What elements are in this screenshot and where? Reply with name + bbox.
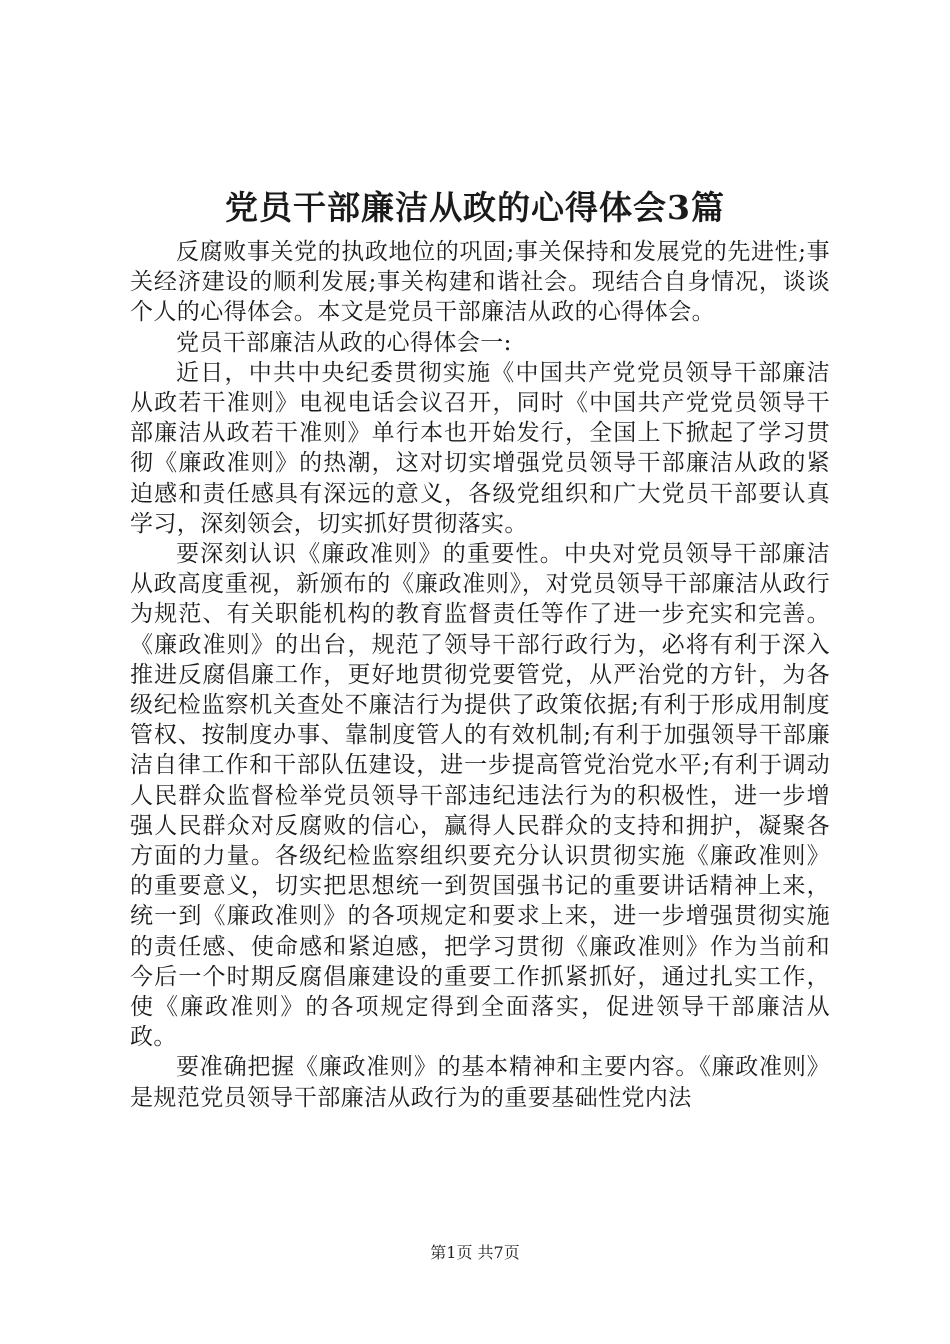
paragraph-body-1: 近日，中共中央纪委贯彻实施《中国共产党党员领导干部廉洁从政若干准则》电视电话会议召开，同时《中国共产党党员领导干部廉洁从政若干准则》单行本也开始发行，全国上下掀起了学习贯彻《廉政准则》的热潮，这对切实增强党员领导干部廉洁从政的紧迫感和责任感具有深远的意义，各级党组织和广大党员干部要认真学习，深刻领会，切实抓好贯彻落实。 [130,359,830,537]
paragraph-intro: 反腐败事关党的执政地位的巩固;事关保持和发展党的先进性;事关经济建设的顺利发展;事关构建和谐社会。现结合自身情况，谈谈个人的心得体会。本文是党员干部廉洁从政的心得体会。 [130,239,830,326]
document-title: 党员干部廉洁从政的心得体会3篇 [225,188,725,227]
paragraph-body-2: 要深刻认识《廉政准则》的重要性。中央对党员领导干部廉洁从政高度重视，新颁布的《廉政准则》，对党员领导干部廉洁从政行为规范、有关职能机构的教育监督责任等作了进一步充实和完善。《廉政准则》的出台，规范了领导干部行政行为，必将有利于深入推进反腐倡廉工作，更好地贯彻党要管党，从严治党的方针，为各级纪检监察机关查处不廉洁行为提供了政策依据;有利于形成用制度管权、按制度办事、靠制度管人的有效机制;有利于加强领导干部廉洁自律工作和干部队伍建设，进一步提高管党治党水平;有利于调动人民群众监督检举党员领导干部违纪违法行为的积极性，进一步增强人民群众对反腐败的信心，赢得人民群众的支持和拥护，凝聚各方面的力量。各级纪检监察组织要充分认识贯彻实施《廉政准则》的重要意义，切实把思想统一到贺国强书记的重要讲话精神上来，统一到《廉政准则》的各项规定和要求上来，进一步增强贯彻实施的责任感、使命感和紧迫感，把学习贯彻《廉政准则》作为当前和今后一个时期反腐倡廉建设的重要工作抓紧抓好，通过扎实工作，使《廉政准则》的各项规定得到全面落实，促进领导干部廉洁从政。 [130,541,830,1051]
page-number-footer: 第1页 共7页 [430,1243,520,1262]
document-body [130,237,830,1113]
paragraph-section-heading: 党员干部廉洁从政的心得体会一: [176,329,512,356]
paragraph-body-3: 要准确把握《廉政准则》的基本精神和主要内容。《廉政准则》是规范党员领导干部廉洁从政行为的重要基础性党内法 [130,1054,830,1111]
